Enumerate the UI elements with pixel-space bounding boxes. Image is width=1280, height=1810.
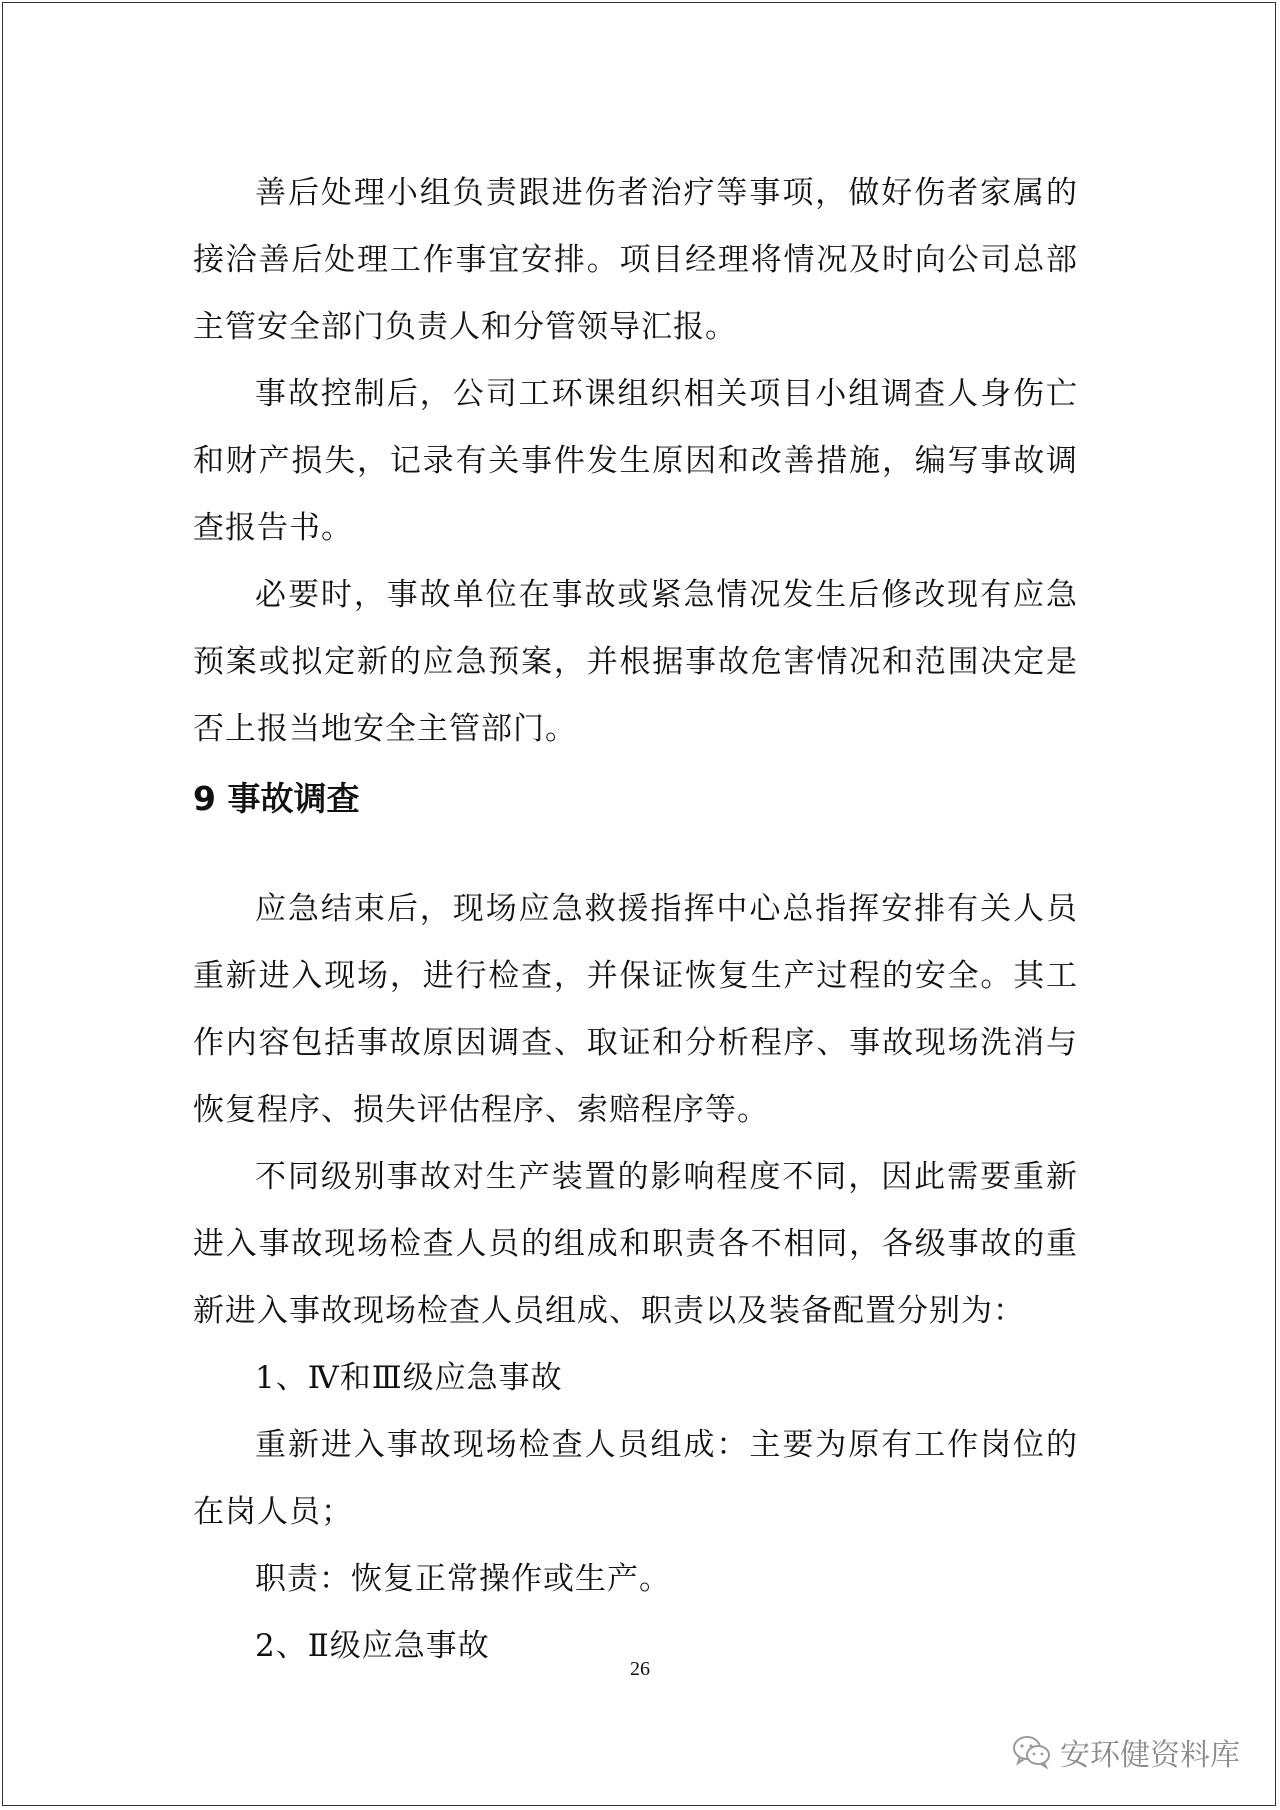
list-heading: 1、Ⅳ和Ⅲ级应急事故 — [255, 1360, 563, 1396]
page-number: 26 — [630, 1658, 650, 1680]
paragraph: 职责：恢复正常操作或生产。 — [255, 1561, 671, 1597]
paragraph: 应急结束后，现场应急救援指挥中心总指挥安排有关人员重新进入现场，进行检查，并保证恢复生产过程的安全。其工作内容包括事故原因调查、取证和分析程序、事故现场洗消与恢复程序、损失评估程序、索赔程序等。 — [193, 891, 1078, 1128]
paragraph: 事故控制后，公司工环课组织相关项目小组调查人身伤亡和财产损失，记录有关事件发生原因和改善措施，编写事故调查报告书。 — [193, 376, 1078, 546]
watermark — [1012, 1730, 1240, 1774]
document-body — [193, 160, 1078, 1680]
section-heading: 9 事故调查 — [193, 779, 360, 818]
paragraph: 不同级别事故对生产装置的影响程度不同，因此需要重新进入事故现场检查人员的组成和职责各不相同，各级事故的重新进入事故现场检查人员组成、职责以及装备配置分别为： — [193, 1159, 1078, 1329]
paragraph: 必要时，事故单位在事故或紧急情况发生后修改现有应急预案或拟定新的应急预案，并根据事故危害情况和范围决定是否上报当地安全主管部门。 — [193, 577, 1078, 747]
wechat-icon — [1012, 1735, 1052, 1769]
list-heading: 2、Ⅱ级应急事故 — [255, 1628, 490, 1664]
paragraph: 善后处理小组负责跟进伤者治疗等事项，做好伤者家属的接洽善后处理工作事宜安排。项目经理将情况及时向公司总部主管安全部门负责人和分管领导汇报。 — [193, 175, 1078, 345]
paragraph: 重新进入事故现场检查人员组成：主要为原有工作岗位的在岗人员； — [193, 1427, 1078, 1530]
watermark-text: 安环健资料库 — [1060, 1738, 1240, 1773]
